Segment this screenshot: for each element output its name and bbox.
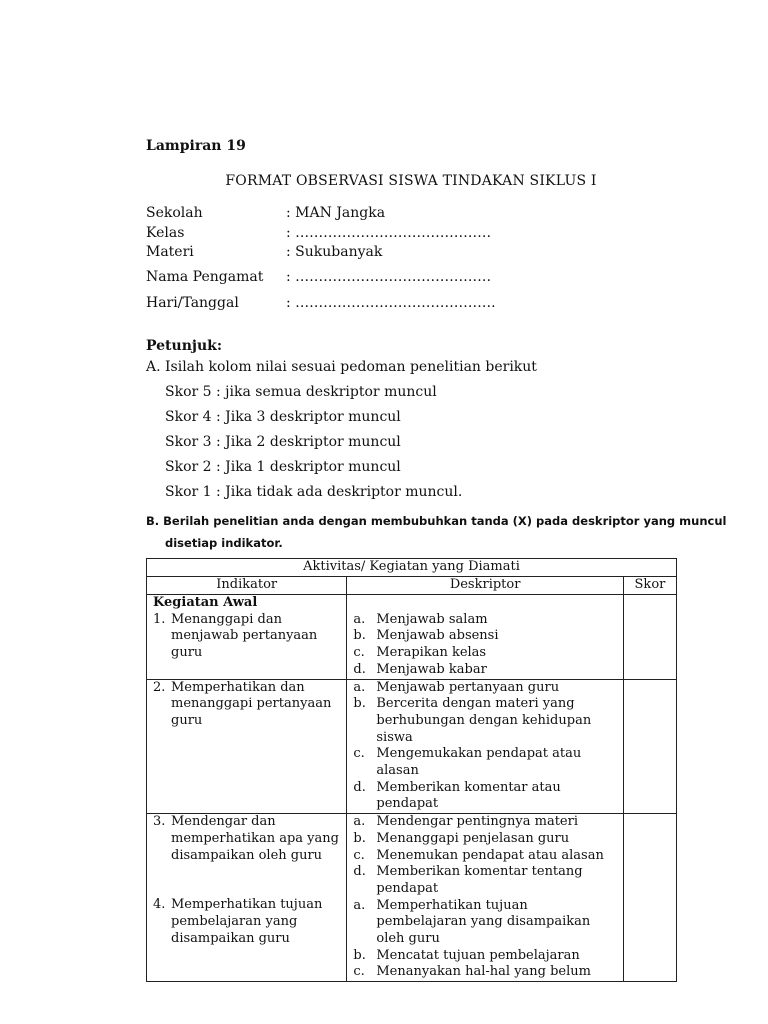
- descriptor-text: Menjawab salam: [376, 611, 488, 627]
- table-row: [147, 679, 677, 814]
- header-deskriptor: Deskriptor: [347, 577, 624, 595]
- indicator-number: 3.: [153, 814, 166, 830]
- descriptor-letter: b.: [353, 628, 366, 644]
- indicator-cell: [147, 595, 347, 680]
- header-skor: Skor: [623, 577, 676, 595]
- score-rule-5: Skor 5 : jika semua deskriptor muncul: [165, 384, 437, 400]
- field-value: : MAN Jangka: [286, 205, 386, 221]
- indicator-cell: [147, 679, 347, 814]
- descriptor-cell: [347, 814, 624, 982]
- descriptor-item[interactable]: [353, 696, 619, 746]
- score-rule-3: Skor 3 : Jika 2 deskriptor muncul: [165, 434, 401, 450]
- indicator-item: [153, 680, 342, 730]
- descriptor-letter: b.: [353, 696, 366, 712]
- descriptor-letter: d.: [353, 661, 366, 677]
- descriptor-text: Memberikan komentar atau pendapat: [376, 779, 561, 812]
- indicator-text: Memperhatikan tujuan pembelajaran yang disampaikan guru: [171, 897, 323, 946]
- instruction-b: [146, 510, 727, 554]
- descriptor-letter: b.: [353, 947, 366, 963]
- descriptor-letter: c.: [353, 847, 365, 863]
- descriptor-item[interactable]: [353, 814, 619, 831]
- descriptor-item[interactable]: [353, 864, 619, 897]
- descriptor-text: Bercerita dengan materi yang berhubungan dengan kehidupan siswa: [376, 696, 592, 745]
- table-row: [147, 595, 677, 680]
- field-label: Kelas: [146, 225, 185, 241]
- descriptor-text: Memberikan komentar tentang pendapat: [376, 864, 583, 896]
- table-row: [147, 814, 677, 982]
- descriptor-text: Memperhatikan tujuan pembelajaran yang disampaikan oleh guru: [376, 897, 591, 947]
- descriptor-item[interactable]: [353, 780, 619, 813]
- descriptor-letter: c.: [353, 645, 365, 661]
- descriptor-item[interactable]: [353, 612, 619, 629]
- descriptor-item[interactable]: [353, 662, 619, 679]
- score-cell[interactable]: [623, 595, 676, 680]
- indicator-item: [153, 612, 342, 662]
- descriptor-letter: b.: [353, 830, 366, 846]
- descriptor-item[interactable]: [353, 964, 619, 981]
- descriptor-text: Mencatat tujuan pembelajaran: [376, 947, 580, 963]
- descriptor-letter: d.: [353, 779, 366, 795]
- descriptor-letter: a.: [353, 611, 366, 627]
- descriptor-letter: c.: [353, 964, 365, 980]
- descriptor-letter: a.: [353, 679, 366, 695]
- descriptor-text: Mengemukakan pendapat atau alasan: [376, 746, 582, 779]
- instructions-heading: Petunjuk:: [146, 338, 222, 354]
- descriptor-letter: a.: [353, 897, 366, 913]
- descriptor-text: Menjawab kabar: [376, 661, 487, 677]
- descriptor-text: Menjawab pertanyaan guru: [376, 679, 560, 695]
- field-label: Hari/Tanggal: [146, 295, 239, 311]
- field-label: Materi: [146, 244, 194, 260]
- instruction-b-line1: B. Berilah peneliti̇an anda dengan membubuhkan tanda (X) pada deskriptor yang muncul: [146, 514, 727, 528]
- descriptor-text: Merapikan kelas: [376, 645, 487, 661]
- indicator-number: 1.: [153, 611, 166, 627]
- field-value: : ……………………………………: [286, 225, 492, 241]
- descriptor-letter: c.: [353, 746, 365, 762]
- section-heading: Kegiatan Awal: [153, 595, 258, 610]
- field-value: : …………………………………….: [286, 295, 496, 311]
- descriptor-text: Mendengar pentingnya materi: [376, 814, 578, 830]
- indicator-item: [153, 897, 342, 947]
- header-indikator: Indikator: [147, 577, 347, 595]
- field-value: : Sukubanyak: [286, 244, 383, 260]
- field-label: Nama Pengamat: [146, 269, 264, 285]
- table-title: Aktivitas/ Kegiatan yang Diamati: [147, 559, 677, 577]
- descriptor-item[interactable]: [353, 898, 619, 948]
- score-rule-2: Skor 2 : Jika 1 deskriptor muncul: [165, 459, 401, 475]
- descriptor-item[interactable]: [353, 746, 619, 779]
- descriptor-item[interactable]: [353, 848, 619, 865]
- indicator-number: 4.: [153, 897, 166, 913]
- score-rule-4: Skor 4 : Jika 3 deskriptor muncul: [165, 409, 401, 425]
- descriptor-letter: a.: [353, 814, 366, 830]
- descriptor-item[interactable]: [353, 680, 619, 697]
- indicator-number: 2.: [153, 679, 166, 695]
- instruction-b-line2: diseti̇ap indikator.: [165, 536, 283, 550]
- document-title: FORMAT OBSERVASI SISWA TINDAKAN SIKLUS I: [225, 173, 597, 189]
- descriptor-item[interactable]: [353, 645, 619, 662]
- indicator-text: Mendengar dan memperhatikan apa yang disampaikan oleh guru: [171, 814, 339, 863]
- indicator-cell: [147, 814, 347, 982]
- indicator-text: Menanggapi dan menjawab pertanyaan guru: [171, 611, 318, 661]
- descriptor-text: Menanggapi penjelasan guru: [376, 830, 570, 846]
- indicator-text: Memperhatikan dan menanggapi pertanyaan guru: [171, 679, 332, 728]
- descriptor-text: Menjawab absensi: [376, 628, 499, 644]
- appendix-label: Lampiran 19: [146, 138, 246, 154]
- field-value: : ……………………………………: [286, 269, 492, 285]
- descriptor-letter: d.: [353, 864, 366, 880]
- descriptor-item[interactable]: [353, 628, 619, 645]
- descriptor-text: Menemukan pendapat atau alasan: [376, 847, 604, 863]
- score-cell[interactable]: [623, 814, 676, 982]
- field-label: Sekolah: [146, 205, 203, 221]
- score-cell[interactable]: [623, 679, 676, 814]
- descriptor-item[interactable]: [353, 948, 619, 965]
- descriptor-item[interactable]: [353, 831, 619, 848]
- score-rule-1: Skor 1 : Jika tidak ada deskriptor muncul.: [165, 484, 463, 500]
- descriptor-cell: [347, 679, 624, 814]
- descriptor-cell: [347, 595, 624, 680]
- observation-table: [146, 558, 677, 982]
- indicator-item: [153, 814, 342, 864]
- instruction-a: A. Isilah kolom nilai sesuai pedoman penelitian berikut: [146, 359, 537, 375]
- descriptor-text: Menanyakan hal-hal yang belum: [376, 964, 591, 980]
